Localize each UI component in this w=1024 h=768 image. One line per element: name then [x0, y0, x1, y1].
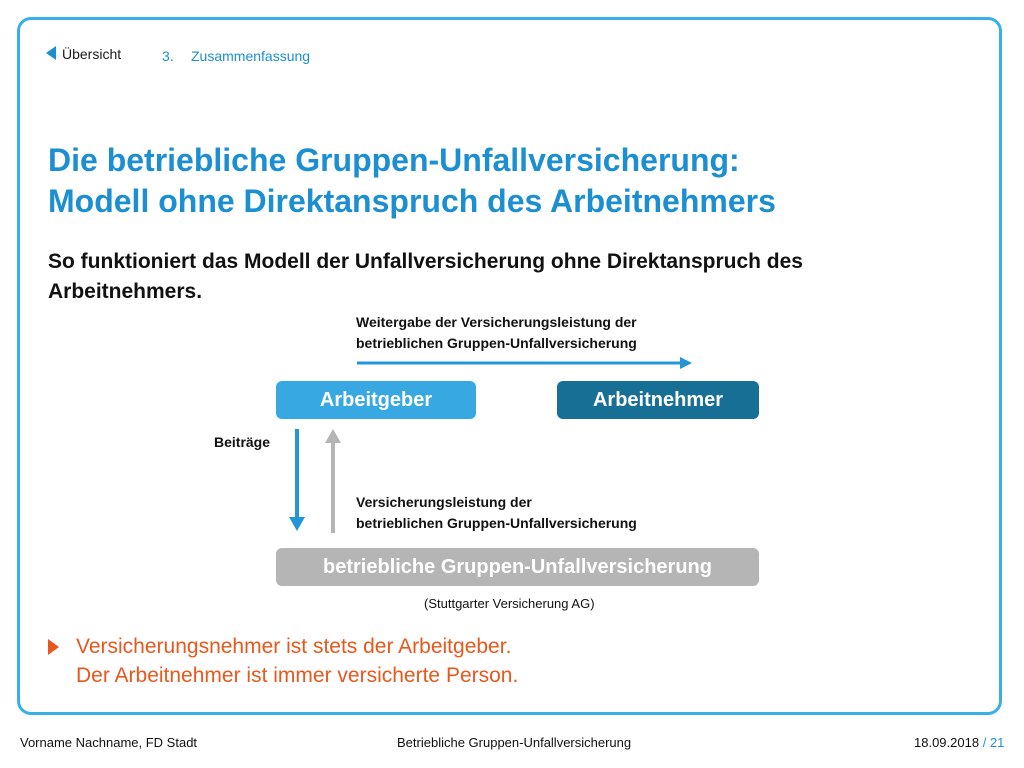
- benefit-note: [356, 492, 637, 534]
- employee-label: Arbeitnehmer: [592, 388, 724, 411]
- transfer-note-line-2: betrieblichen Gruppen-Unfallversicherung: [356, 335, 637, 351]
- employee-box: [557, 381, 759, 419]
- insurer-caption: (Stuttgarter Versicherung AG): [424, 596, 595, 611]
- transfer-note-line-1: Weitergabe der Versicherungsleistung der: [356, 314, 637, 330]
- contributions-arrow: [289, 429, 305, 531]
- footer-author: Vorname Nachname, FD Stadt: [20, 735, 198, 750]
- key-point-bullet: [48, 632, 518, 690]
- subtitle-line-1: So funktioniert das Modell der Unfallversicherung ohne Direktanspruch des: [48, 250, 803, 273]
- transfer-arrow: [357, 357, 692, 369]
- page-number: 21: [989, 735, 1005, 750]
- bullet-triangle-icon: [48, 639, 59, 655]
- employer-label: Arbeitgeber: [319, 388, 433, 411]
- section-link[interactable]: Zusammenfassung: [191, 48, 311, 64]
- insurance-label: betriebliche Gruppen-Unfallversicherung: [323, 555, 712, 578]
- transfer-note: [356, 312, 637, 354]
- footer-separator: /: [982, 735, 987, 750]
- bullet-line-2: Der Arbeitnehmer ist immer versicherte Person.: [76, 664, 519, 687]
- bullet-line-1: Versicherungsnehmer ist stets der Arbeitgeber.: [76, 635, 512, 658]
- employer-box: [276, 381, 476, 419]
- subtitle-line-2: Arbeitnehmers.: [48, 280, 203, 303]
- footer-page-info: [914, 735, 1004, 750]
- title-line-1: Die betriebliche Gruppen-Unfallversicherung:: [48, 142, 740, 178]
- overview-label: Übersicht: [62, 46, 122, 62]
- section-number: 3.: [162, 48, 174, 64]
- footer-date: 18.09.2018: [914, 735, 980, 750]
- title-line-2: Modell ohne Direktanspruch des Arbeitnehmers: [48, 183, 776, 219]
- benefit-note-line-2: betrieblichen Gruppen-Unfallversicherung: [356, 515, 637, 531]
- insurance-box: [276, 548, 759, 586]
- footer-topic: Betriebliche Gruppen-Unfallversicherung: [397, 735, 632, 750]
- benefit-note-line-1: Versicherungsleistung der: [356, 494, 532, 510]
- benefit-arrow: [325, 429, 341, 533]
- contributions-label: Beiträge: [214, 434, 271, 450]
